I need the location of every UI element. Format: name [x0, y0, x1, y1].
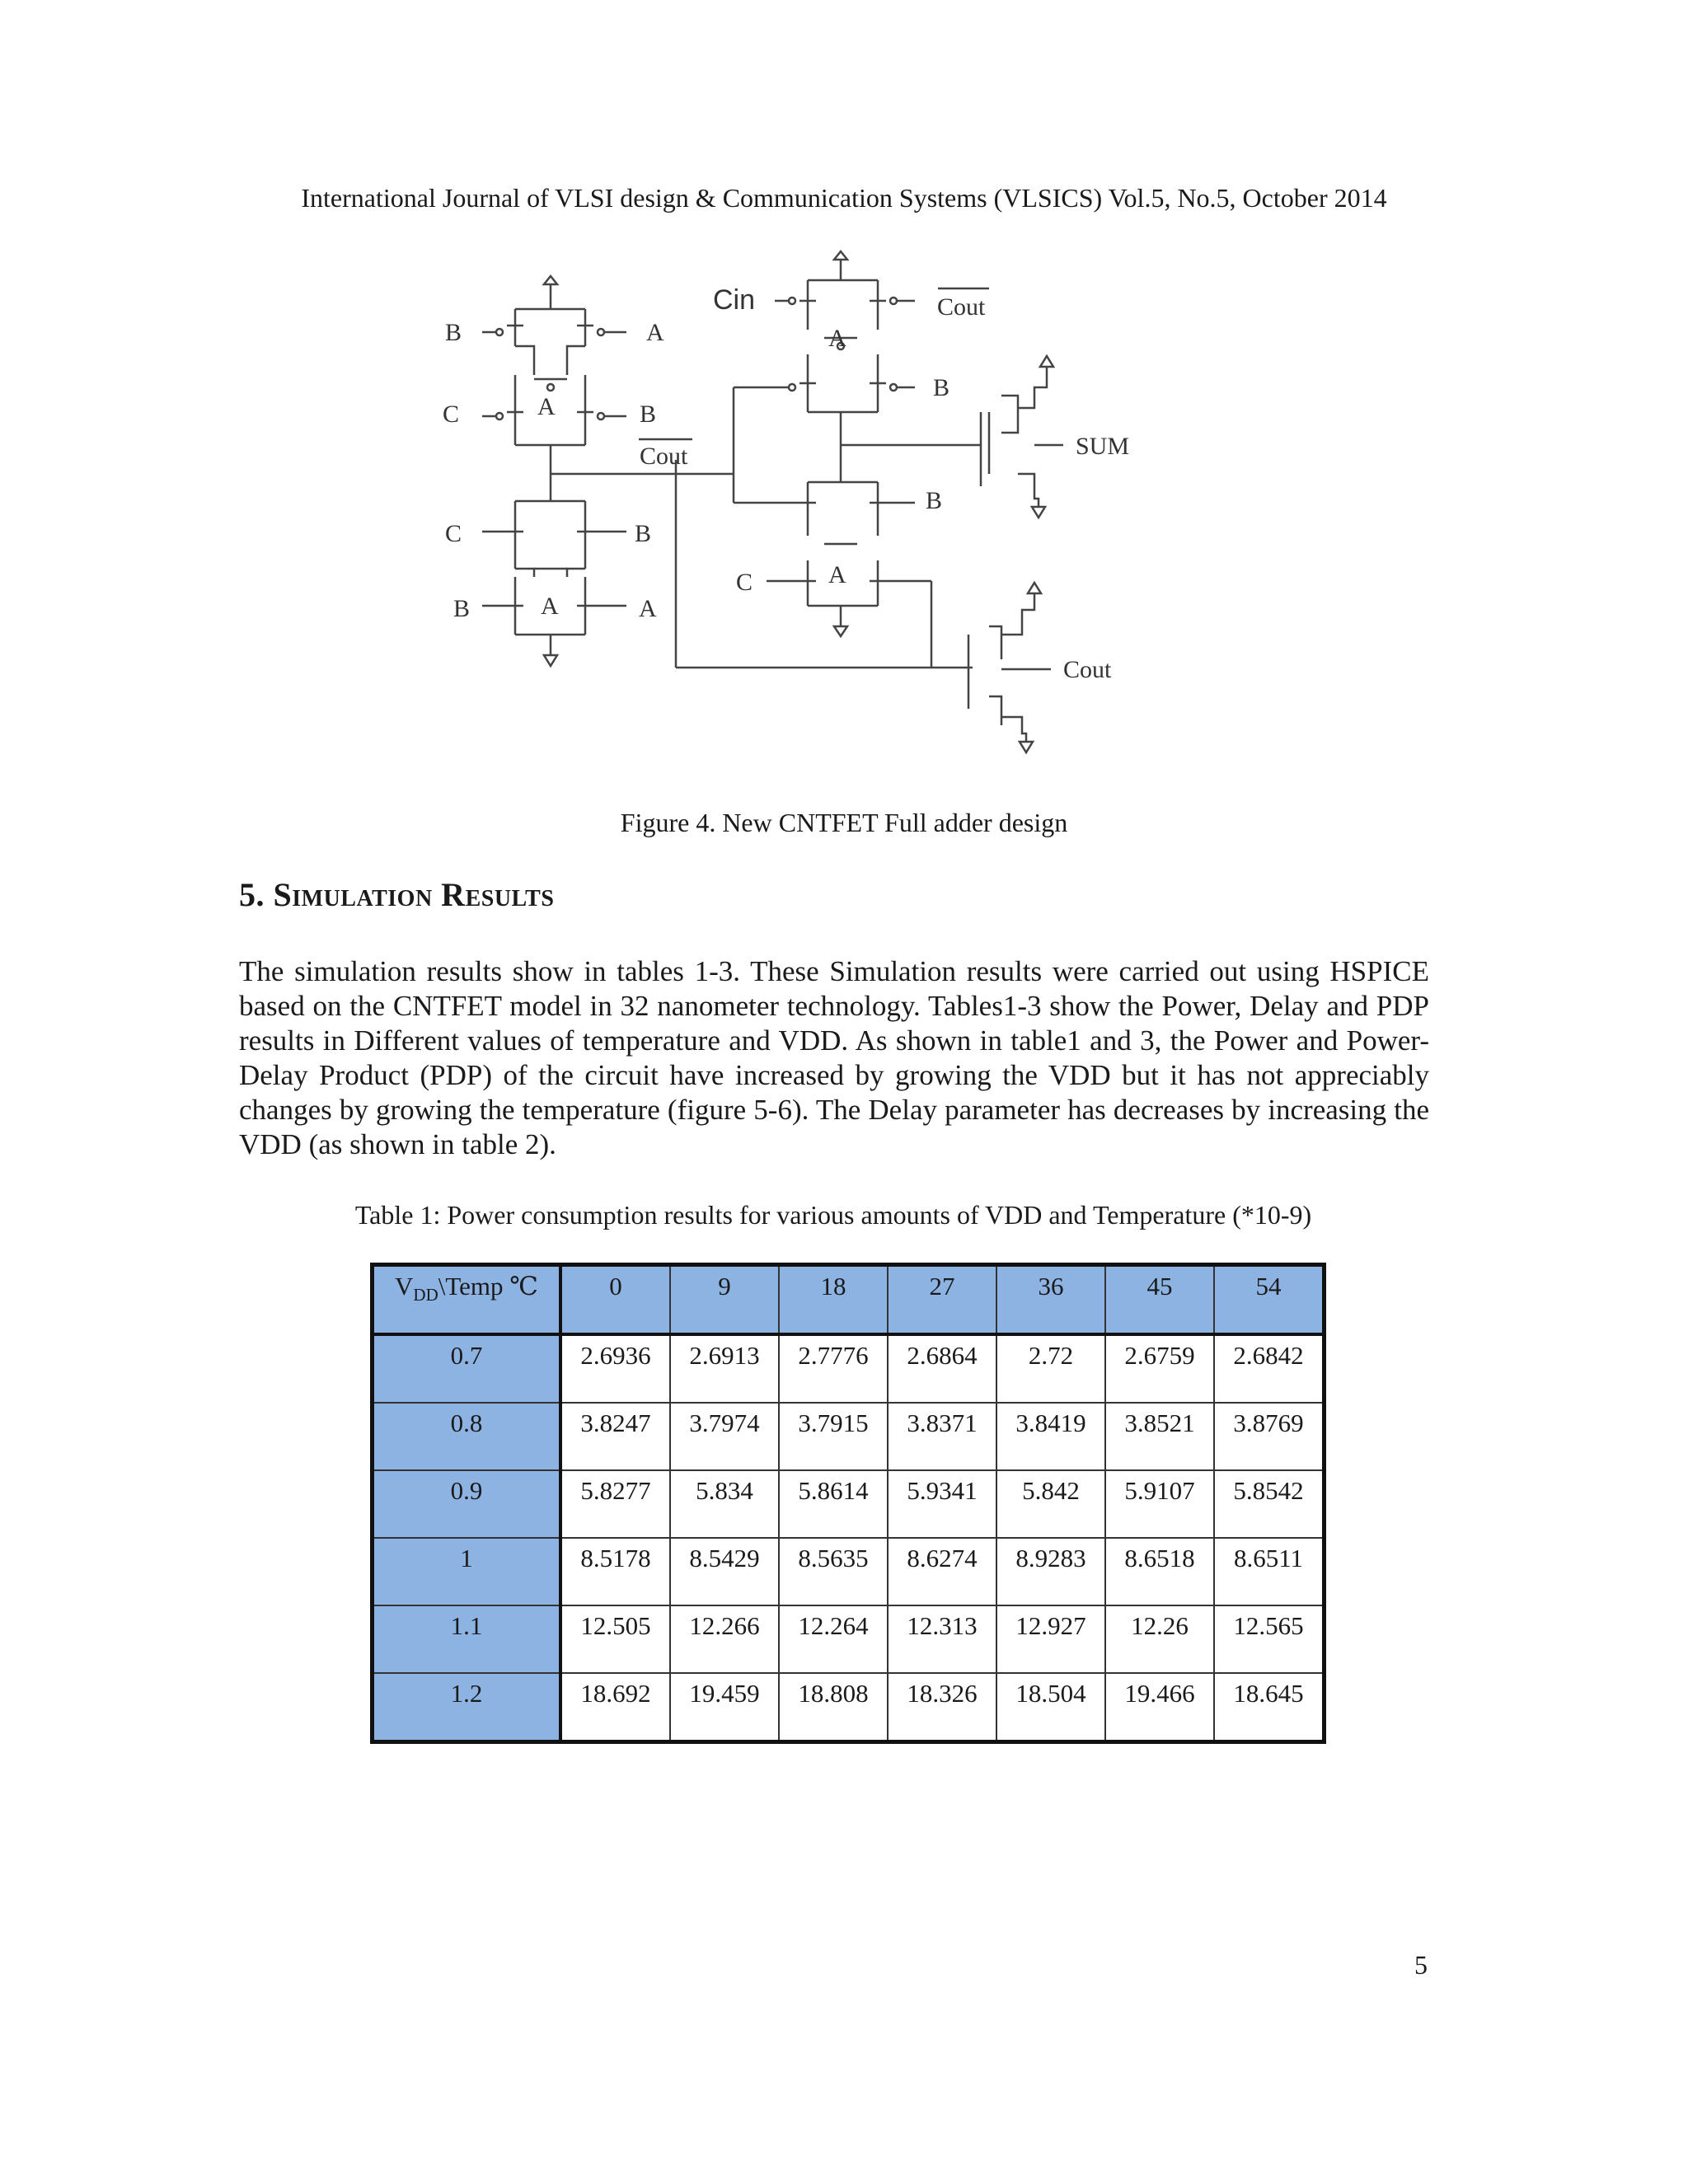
- figure-caption: Figure 4. New CNTFET Full adder design: [620, 808, 1068, 837]
- journal-header: International Journal of VLSI design & Communication Systems (VLSICS) Vol.5, No.5, October 2014: [301, 183, 1387, 213]
- temperature-header: 0: [560, 1265, 670, 1335]
- power-value-cell: 2.6842: [1214, 1334, 1325, 1403]
- label-cin: Cin: [713, 284, 756, 316]
- table-row: [373, 1334, 1325, 1403]
- power-value-cell: 5.9341: [888, 1470, 996, 1538]
- table-row: [373, 1470, 1325, 1538]
- power-value-cell: 5.834: [670, 1470, 779, 1538]
- label-c: C: [443, 401, 460, 428]
- label-a: A: [541, 593, 559, 620]
- power-value-cell: 2.6864: [888, 1334, 996, 1403]
- power-value-cell: 5.8614: [779, 1470, 888, 1538]
- label-b: B: [445, 319, 462, 346]
- power-value-cell: 5.842: [996, 1470, 1105, 1538]
- vdd-cell: 1: [373, 1538, 561, 1605]
- label-cout: Cout: [937, 293, 986, 321]
- section-heading: 5. Simulation Results: [239, 876, 555, 913]
- vdd-cell: 0.7: [373, 1334, 561, 1403]
- power-value-cell: 18.645: [1214, 1673, 1325, 1742]
- power-value-cell: 12.26: [1105, 1605, 1214, 1673]
- label-sum: SUM: [1076, 433, 1130, 460]
- power-value-cell: 12.264: [779, 1605, 888, 1673]
- body-paragraph: The simulation results show in tables 1-3. These Simulation results were carried out using HSPICE based on the CNTFET model in 32 nanometer technology. Tables1-3 show the Power, Delay and PDP results in Different values of temperature and VDD. As shown in table1 and 3, the Power and Power-Delay Product (PDP) of the circuit have increased by growing the VDD but it has not appreciably changes by growing the temperature (figure 5-6). The Delay parameter has decreases by increasing the VDD (as shown in table 2).: [239, 955, 1429, 1160]
- label-a: A: [537, 393, 556, 420]
- vdd-cell: 1.1: [373, 1605, 561, 1673]
- label-b: B: [640, 401, 657, 428]
- power-value-cell: 3.7974: [670, 1403, 779, 1470]
- table-row: [373, 1403, 1325, 1470]
- power-value-cell: 2.7776: [779, 1334, 888, 1403]
- label-c: C: [736, 569, 753, 596]
- table-caption: Table 1: Power consumption results for various amounts of VDD and Temperature (*10-9): [354, 1200, 1312, 1230]
- label-cout: Cout: [640, 443, 688, 470]
- power-value-cell: 8.6511: [1214, 1538, 1325, 1605]
- power-value-cell: 3.8521: [1105, 1403, 1214, 1470]
- power-value-cell: 18.504: [996, 1673, 1105, 1742]
- power-value-cell: 12.927: [996, 1605, 1105, 1673]
- power-value-cell: 19.459: [670, 1673, 779, 1742]
- full-adder-circuit-diagram: [429, 235, 1170, 771]
- power-value-cell: 8.5178: [560, 1538, 670, 1605]
- power-value-cell: 3.8247: [560, 1403, 670, 1470]
- power-value-cell: 19.466: [1105, 1673, 1214, 1742]
- power-value-cell: 5.8542: [1214, 1470, 1325, 1538]
- temperature-header: 27: [888, 1265, 996, 1335]
- power-value-cell: 18.692: [560, 1673, 670, 1742]
- power-value-cell: 3.7915: [779, 1403, 888, 1470]
- power-value-cell: 3.8419: [996, 1403, 1105, 1470]
- temperature-header: 9: [670, 1265, 779, 1335]
- vdd-cell: 1.2: [373, 1673, 561, 1742]
- label-b: B: [926, 487, 943, 514]
- temperature-header: 36: [996, 1265, 1105, 1335]
- power-value-cell: 2.6936: [560, 1334, 670, 1403]
- label-b: B: [453, 595, 471, 622]
- power-value-cell: 12.505: [560, 1605, 670, 1673]
- table-row: [373, 1673, 1325, 1742]
- label-b: B: [933, 374, 950, 401]
- power-value-cell: 18.326: [888, 1673, 996, 1742]
- vdd-cell: 0.8: [373, 1403, 561, 1470]
- power-value-cell: 8.5429: [670, 1538, 779, 1605]
- power-value-cell: 5.8277: [560, 1470, 670, 1538]
- power-results-table: [370, 1263, 1326, 1744]
- power-value-cell: 12.266: [670, 1605, 779, 1673]
- power-value-cell: 2.6913: [670, 1334, 779, 1403]
- table-row: [373, 1538, 1325, 1605]
- power-value-cell: 8.6274: [888, 1538, 996, 1605]
- label-a: A: [639, 595, 657, 622]
- power-value-cell: 12.313: [888, 1605, 996, 1673]
- power-value-cell: 12.565: [1214, 1605, 1325, 1673]
- power-value-cell: 8.6518: [1105, 1538, 1214, 1605]
- temperature-header: 18: [779, 1265, 888, 1335]
- power-value-cell: 2.6759: [1105, 1334, 1214, 1403]
- vdd-cell: 0.9: [373, 1470, 561, 1538]
- label-a: A: [828, 325, 846, 352]
- power-value-cell: 2.72: [996, 1334, 1105, 1403]
- label-cout: Cout: [1063, 656, 1112, 683]
- power-value-cell: 18.808: [779, 1673, 888, 1742]
- label-b: B: [635, 520, 652, 547]
- power-value-cell: 3.8769: [1214, 1403, 1325, 1470]
- label-a: A: [828, 561, 846, 588]
- power-value-cell: 3.8371: [888, 1403, 996, 1470]
- power-value-cell: 8.9283: [996, 1538, 1105, 1605]
- power-value-cell: 5.9107: [1105, 1470, 1214, 1538]
- label-a: A: [646, 319, 664, 346]
- table-corner-header: $V_{DD}\backslash Temp$ ℃: [373, 1265, 561, 1335]
- table-row: [373, 1605, 1325, 1673]
- temperature-header: 45: [1105, 1265, 1214, 1335]
- temperature-header: 54: [1214, 1265, 1325, 1335]
- label-c: C: [445, 520, 462, 547]
- page-number: 5: [1414, 1950, 1428, 1980]
- table-header-row: [373, 1265, 1325, 1335]
- power-value-cell: 8.5635: [779, 1538, 888, 1605]
